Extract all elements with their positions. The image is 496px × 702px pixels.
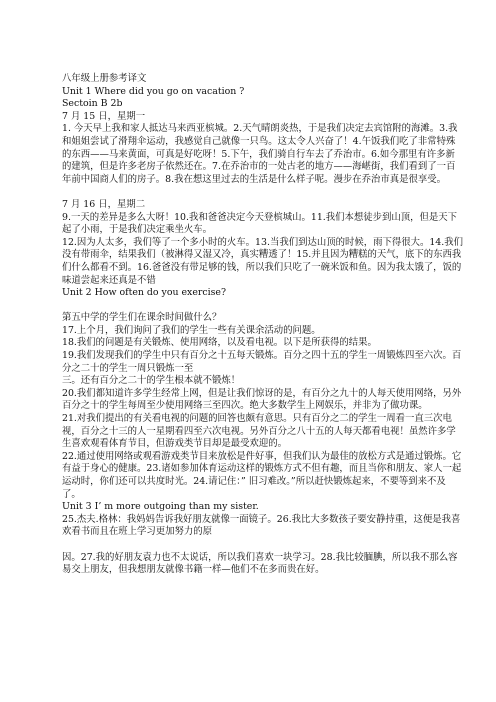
paragraph-6: 18.我们的问题是有关锻炼、使用网络，以及看电视。以下是所获得的结果。 (62, 337, 377, 349)
paragraph-9: 20.我们都知道许多学生经常上网，但是让我们惊讶的是，有百分之九十的人每天使用网络，另外百分之十的学生每周至少使用网络三至四次。绝大多数学生上网娱乐，并非为了做功课。 (62, 387, 462, 412)
diary-date-1: 7 月 15 日，星期一 (62, 110, 146, 122)
paragraph-7: 19.我们发现我们的学生中只有百分之十五每天锻炼。百分之四十五的学生一周锻炼四至六次。百分之二十的学生一周只锻炼一至 (62, 350, 462, 374)
paragraph-3: 12.因为人太多，我们等了一个多小时的火车。13.当我们到达山顶的时候，雨下得很大。14.我们没有带雨伞，结果我们（被淋得又湿又冷，真实糟透了！15.并且因为糟糕的天气，底下的东西我们什么都看不到。16.爸爸没有带足够的钱，所以我们只吃了一碗米饭和鱼。因为我太饿了，饭的味道尝起来还真是不错 (62, 236, 463, 286)
document-title: 八年级上册参考译文 (62, 73, 147, 84)
paragraph-11: 22.通过使用网络或观看游戏类节目来放松是件好事，但我们认为最佳的放松方式是通过锻炼。它有益于身心的健康。23.诸如参加体育运动这样的锻炼方式不但有趣，而且当你和朋友、家人一起运动时，你们还可以共度时光。24.请记住：” 旧习难改。”所以赶快锻炼起来，不要等到来不及了。 (62, 450, 462, 500)
paragraph-4: 第五中学的学生们在课余时间做什么？ (62, 312, 222, 324)
unit-3-heading: Unit 3 I’ m more outgoing than my sister. (62, 501, 259, 513)
paragraph-13: 因。27.我的好朋友袁力也不太说话，所以我们喜欢一块学习。28.我比较腼腆，所以我不那么容易交上朋友，但我想朋友就像书籍一样—他们不在多而贵在好。 (62, 551, 458, 576)
diary-date-2: 7 月 16 日，星期二 (62, 198, 146, 210)
paragraph-12: 25.杰夫.格林：我妈妈告诉我好朋友就像一面镜子。26.我比大多数孩子要安静持重，这便是我喜欢看书而且在班上学习更加努力的原 (62, 513, 461, 538)
unit-1-heading: Unit 1 Where did you go on vacation ? (62, 85, 245, 97)
paragraph-5: 17.上个月，我们询问了我们的学生一些有关课余活动的问题。 (62, 324, 321, 336)
paragraph-10: 21.对我们提出的有关看电视的问题的回答也颇有意思。只有百分之二的学生一周看一直三次电视，百分之十三的人一星期看四至六次电视。另外百分之八十五的人每天都看电视！虽然许多学生喜欢观看体育节目，但游戏类节目却是最受欢迎的。 (62, 413, 456, 450)
unit-2-heading: Unit 2 How often do you exercise? (62, 287, 226, 299)
paragraph-2: 9.一天的差异是多么大呀！10.我和爸爸决定今天登槟城山。11.我们本想徒步到山顶，但是天下起了小雨，于是我们决定乘坐火车。 (62, 211, 458, 236)
section-heading: Sectoin B 2b (62, 98, 123, 110)
paragraph-8: 三。还有百分之二十的学生根本就不锻炼！ (62, 375, 241, 387)
paragraph-1: 1. 今天早上我和家人抵达马来西亚槟城。2.天气晴朗炎热，于是我们决定去宾馆附的海滩。3.我和姐姐尝试了滑翔伞运动，我感觉自己就像一只鸟。这太令人兴奋了！4.午饭我们吃了非常特殊的东西——马来黄面，可真是好吃呀！5.下午，我们骑自行车去了乔治市。6.如今那里有许多新的建筑，但是许多老房子依然还在。7.在乔治市的一处古老的地方——海嵁街，我们看到了一百年前中国商人们的房子。8.我在想这里过去的生活是什么样子呢。漫步在乔治市真是很享受。 (62, 123, 458, 185)
